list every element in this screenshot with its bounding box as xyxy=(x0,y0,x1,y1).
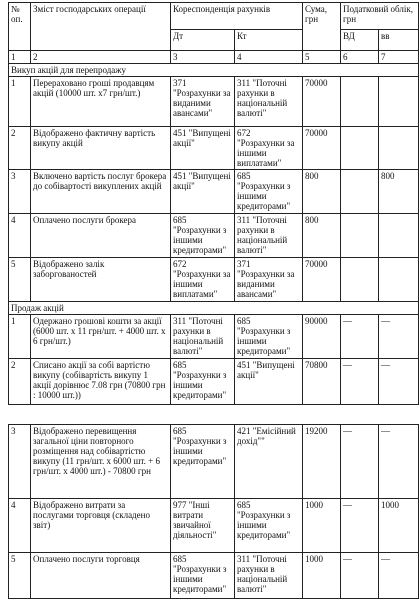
cell-dt: 685 "Розрахунки з іншими кредиторами" xyxy=(171,359,235,405)
cell-vd: — xyxy=(341,359,379,405)
cell-vd: — xyxy=(341,553,379,599)
cell-content: Перераховано гроші продавцям акцій (10000 шт. х7 грн/шт.) xyxy=(31,77,171,127)
cell-kt: 685 "Розрахунки з іншими кредиторами" xyxy=(235,499,303,553)
cell-content: Оплачено послуги брокера xyxy=(31,214,171,258)
cell-sum: 70000 xyxy=(303,258,341,302)
cell-content: Оплачено послуги торговця xyxy=(31,553,171,599)
cell-content: Відображено перевищення загальної ціни повторного розміщення над собівартістю викупу (11 грн/шт. х 6000 шт. + 6 грн/шт. х 4000 шт.) - 70800 грн xyxy=(31,425,171,499)
header-sum: Сума, грн xyxy=(303,3,341,51)
cell-sum: 800 xyxy=(303,214,341,258)
cell-vd xyxy=(341,77,379,127)
cell-content: Одержано грошові кошти за акції (6000 шт. х 11 грн/шт. + 4000 шт. х 6 грн/шт.) xyxy=(31,315,171,359)
cell-vv: — xyxy=(379,359,419,405)
cell-vv xyxy=(379,258,419,302)
cell-dt: 685 "Розрахунки з іншими кредиторами" xyxy=(171,425,235,499)
header-kt: Кт xyxy=(235,30,303,51)
section-title-buyback: Викуп акцій для перепродажу xyxy=(9,64,419,77)
col-number: 7 xyxy=(379,51,419,64)
cell-kt: 371 "Розрахунки за виданими авансами" xyxy=(235,258,303,302)
cell-num: 1 xyxy=(9,315,31,359)
cell-kt: 685 "Розрахунки з іншими кредиторами" xyxy=(235,170,303,214)
cell-dt: 977 "Інші витрати звичайної діяльності" xyxy=(171,499,235,553)
header-vd: ВД xyxy=(341,30,379,51)
section-title-sale: Продаж акцій xyxy=(9,302,419,315)
cell-vv xyxy=(379,127,419,170)
journal-table-bottom xyxy=(8,424,419,599)
cell-kt: 421 "Емісійний дохід"" xyxy=(235,425,303,499)
cell-vv xyxy=(379,214,419,258)
cell-dt: 685 "Розрахунки з іншими кредиторами" xyxy=(171,553,235,599)
table-row xyxy=(9,315,419,359)
cell-kt: 672 "Розрахунки за іншими виплатами" xyxy=(235,127,303,170)
cell-vv xyxy=(379,77,419,127)
cell-sum: 70000 xyxy=(303,127,341,170)
col-number: 1 xyxy=(9,51,31,64)
table-row xyxy=(9,258,419,302)
cell-sum: 800 xyxy=(303,170,341,214)
header-dt: Дт xyxy=(171,30,235,51)
table-row xyxy=(9,553,419,599)
section-row xyxy=(9,64,419,77)
col-number: 2 xyxy=(31,51,171,64)
cell-content: Включено вартість послуг брокера до собівартості викуплених акцій xyxy=(31,170,171,214)
cell-kt: 451 "Випущені акції" xyxy=(235,359,303,405)
header-row xyxy=(9,3,419,30)
cell-content: Відображено залік заборгованостей xyxy=(31,258,171,302)
cell-num: 5 xyxy=(9,553,31,599)
cell-vd xyxy=(341,258,379,302)
cell-sum: 70000 xyxy=(303,77,341,127)
cell-kt: 311 "Поточні рахунки в національній валюті" xyxy=(235,77,303,127)
cell-sum: 19200 xyxy=(303,425,341,499)
table-row xyxy=(9,127,419,170)
cell-content: Відображено фактичну вартість викупу акцій xyxy=(31,127,171,170)
cell-vd xyxy=(341,214,379,258)
header-content: Зміст господарських операції xyxy=(31,3,171,51)
column-numbers-row xyxy=(9,51,419,64)
cell-vv: 1000 xyxy=(379,499,419,553)
cell-vd: — xyxy=(341,499,379,553)
cell-num: 3 xyxy=(9,425,31,499)
cell-vv: — xyxy=(379,315,419,359)
table-row xyxy=(9,214,419,258)
section-row xyxy=(9,302,419,315)
cell-vd: — xyxy=(341,315,379,359)
col-number: 3 xyxy=(171,51,235,64)
cell-dt: 451 "Випущені акції" xyxy=(171,170,235,214)
table-row xyxy=(9,499,419,553)
journal-table-top xyxy=(8,2,419,405)
cell-num: 2 xyxy=(9,359,31,405)
table-row xyxy=(9,425,419,499)
cell-dt: 672 "Розрахунки за іншими виплатами" xyxy=(171,258,235,302)
cell-num: 5 xyxy=(9,258,31,302)
cell-vd: — xyxy=(341,425,379,499)
cell-vd xyxy=(341,127,379,170)
cell-dt: 371 "Розрахунки за виданими авансами" xyxy=(171,77,235,127)
header-vv: вв xyxy=(379,30,419,51)
cell-vv: 800 xyxy=(379,170,419,214)
col-number: 6 xyxy=(341,51,379,64)
cell-sum: 90000 xyxy=(303,315,341,359)
col-number: 4 xyxy=(235,51,303,64)
cell-num: 4 xyxy=(9,214,31,258)
cell-num: 1 xyxy=(9,77,31,127)
cell-vv: — xyxy=(379,553,419,599)
cell-num: 4 xyxy=(9,499,31,553)
header-num: № оп. xyxy=(9,3,31,51)
cell-kt: 311 "Поточні рахунки в національній валюті" xyxy=(235,214,303,258)
cell-dt: 311 "Поточні рахунки в національній валюті" xyxy=(171,315,235,359)
cell-dt: 451 "Випущені акції" xyxy=(171,127,235,170)
cell-num: 2 xyxy=(9,127,31,170)
cell-sum: 1000 xyxy=(303,499,341,553)
cell-vd xyxy=(341,170,379,214)
cell-vv: — xyxy=(379,425,419,499)
table-row xyxy=(9,77,419,127)
cell-num: 3 xyxy=(9,170,31,214)
header-tax: Податковий облік, грн xyxy=(341,3,419,30)
table-row xyxy=(9,170,419,214)
cell-sum: 1000 xyxy=(303,553,341,599)
col-number: 5 xyxy=(303,51,341,64)
cell-kt: 311 "Поточні рахунки в національній валюті" xyxy=(235,553,303,599)
cell-sum: 70800 xyxy=(303,359,341,405)
cell-kt: 685 "Розрахунки з іншими кредиторами" xyxy=(235,315,303,359)
cell-content: Списано акції за собі вартістю викупу (собівартість викупу 1 акції дорівнює 7.08 грн (70800 грн : 10000 шт.)) xyxy=(31,359,171,405)
header-correspondence: Кореспонденція рахунків xyxy=(171,3,303,30)
cell-dt: 685 "Розрахунки з іншими кредиторами" xyxy=(171,214,235,258)
cell-content: Відображено витрати за послугами торговця (складено звіт) xyxy=(31,499,171,553)
table-row xyxy=(9,359,419,405)
